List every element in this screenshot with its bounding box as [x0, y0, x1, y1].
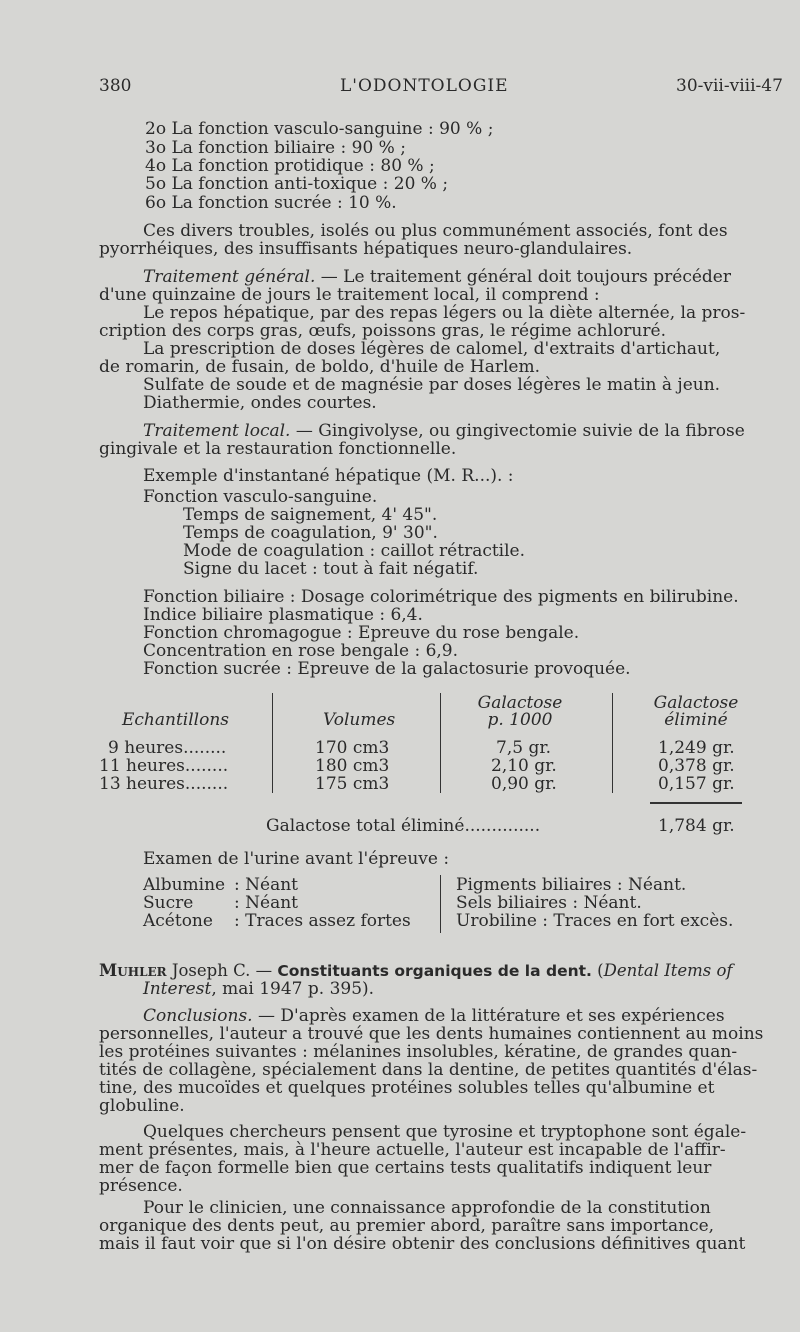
table-cell: 1,249 gr.	[658, 738, 735, 758]
urine-value: : Néant	[234, 893, 298, 913]
reference-author-first: Joseph C. —	[166, 961, 278, 980]
exemple-line: Fonction chromagogue : Epreuve du rose bengale.	[143, 623, 580, 643]
section-heading: Traitement local.	[143, 421, 291, 441]
conclusions-line	[143, 1007, 725, 1025]
exemple-line: Concentration en rose bengale : 6,9.	[143, 641, 459, 661]
paragraph-line: Sulfate de soude et de magnésie par doses légères le matin à jeun.	[143, 375, 721, 395]
paragraph-line: d'une quinzaine de jours le traitement local, il comprend :	[99, 285, 600, 305]
exemple-line: Fonction vasculo-sanguine.	[143, 487, 378, 507]
paragraph-line: Quelques chercheurs pensent que tyrosine et tryptophone sont égale-	[143, 1122, 747, 1142]
section-heading: Conclusions.	[143, 1006, 253, 1026]
column-header: Galactose	[477, 693, 563, 713]
table-cell: 7,5 gr.	[496, 738, 551, 758]
exemple-line: Temps de saignement, 4' 45".	[183, 505, 438, 525]
paragraph-text: — D'après examen de la littérature et ses expériences	[252, 1006, 725, 1026]
paragraph-text: — Le traitement général doit toujours précéder	[315, 267, 731, 287]
function-item: 5o La fonction anti-toxique : 20 % ;	[145, 174, 449, 194]
paragraph-line: les protéines suivantes : mélanines insolubles, kératine, de grandes quan-	[99, 1042, 738, 1062]
paragraph-line: ment présentes, mais, à l'heure actuelle, l'auteur est incapable de l'affir-	[99, 1140, 726, 1160]
exemple-line: Temps de coagulation, 9' 30".	[183, 523, 438, 543]
exemple-line: Fonction biliaire : Dosage colorimétrique des pigments en bilirubine.	[143, 587, 739, 607]
function-item: 6o La fonction sucrée : 10 %.	[145, 193, 397, 213]
table-cell: 11 heures........	[99, 756, 229, 776]
urine-divider	[440, 875, 441, 933]
urine-value: : Néant	[234, 875, 298, 895]
total-value: 1,784 gr.	[658, 816, 735, 836]
exemple-line: Signe du lacet : tout à fait négatif.	[183, 559, 479, 579]
urine-right: Pigments biliaires : Néant.	[456, 875, 687, 895]
exemple-line: Exemple d'instantané hépatique (M. R...). :	[143, 466, 514, 486]
table-cell: 170 cm3	[315, 738, 390, 758]
urine-right: Urobiline : Traces en fort excès.	[456, 911, 734, 931]
paragraph-line: tités de collagène, spécialement dans la dentine, de petites quantités d'élas-	[99, 1060, 758, 1080]
paragraph-line: globuline.	[99, 1096, 185, 1116]
table-cell: 13 heures........	[99, 774, 229, 794]
reference-paren: (	[591, 961, 604, 980]
reference-journal: Dental Items of	[603, 961, 733, 980]
paragraph-line: présence.	[99, 1176, 183, 1196]
reference-source: , mai 1947 p. 395).	[211, 979, 375, 999]
reference-journal-2: Interest	[143, 979, 212, 999]
function-item: 2o La fonction vasculo-sanguine : 90 % ;	[145, 119, 494, 139]
table-divider	[612, 693, 613, 793]
reference-title: Constituants organiques de la dent.	[277, 962, 592, 980]
paragraph-line: Pour le clinicien, une connaissance approfondie de la constitution	[143, 1198, 711, 1218]
paragraph-line: Le repos hépatique, par des repas légers ou la diète alternée, la pros-	[143, 303, 746, 323]
table-cell: 180 cm3	[315, 756, 390, 776]
table-cell: 175 cm3	[315, 774, 390, 794]
paragraph-line: Diathermie, ondes courtes.	[143, 393, 377, 413]
page-number: 380	[99, 76, 132, 96]
paragraph-text: — Gingivolyse, ou gingivectomie suivie de la fibrose	[290, 421, 745, 441]
exemple-line: Mode de coagulation : caillot rétractile.	[183, 541, 526, 561]
table-divider	[272, 693, 273, 793]
reference-line	[99, 962, 733, 980]
urine-label: Albumine	[143, 875, 226, 895]
reference-author-last: Muhler	[99, 961, 167, 980]
urine-right: Sels biliaires : Néant.	[456, 893, 642, 913]
total-rule	[650, 802, 742, 804]
column-header: éliminé	[664, 710, 728, 730]
table-cell: 0,378 gr.	[658, 756, 735, 776]
column-header: Volumes	[323, 710, 396, 730]
reference-line-2	[143, 980, 374, 998]
paragraph-line: personnelles, l'auteur a trouvé que les dents humaines contiennent au moins	[99, 1024, 764, 1044]
paragraph-line: pyorrhéiques, des insuffisants hépatiques neuro-glandulaires.	[99, 239, 633, 259]
exemple-line: Indice biliaire plasmatique : 6,4.	[143, 605, 423, 625]
paragraph-line: de romarin, de fusain, de boldo, d'huile de Harlem.	[99, 357, 540, 377]
table-cell: 0,157 gr.	[658, 774, 735, 794]
paragraph-line: Ces divers troubles, isolés ou plus communément associés, font des	[143, 221, 728, 241]
urine-value: : Traces assez fortes	[234, 911, 411, 931]
paragraph-line: organique des dents peut, au premier abord, paraître sans importance,	[99, 1216, 715, 1236]
urine-heading: Examen de l'urine avant l'épreuve :	[143, 849, 450, 869]
function-item: 3o La fonction biliaire : 90 % ;	[145, 138, 406, 158]
paragraph-line: cription des corps gras, œufs, poissons gras, le régime achloruré.	[99, 321, 666, 341]
issue-date: 30-vii-viii-47	[676, 76, 783, 96]
urine-label: Acétone	[143, 911, 213, 931]
table-divider	[440, 693, 441, 793]
traitement-general-line	[143, 268, 731, 286]
column-header: Galactose	[653, 693, 739, 713]
table-cell: 9 heures........	[108, 738, 227, 758]
paragraph-line: mais il faut voir que si l'on désire obtenir des conclusions définitives quant	[99, 1234, 746, 1254]
paragraph-line: La prescription de doses légères de calomel, d'extraits d'artichaut,	[143, 339, 721, 359]
function-item: 4o La fonction protidique : 80 % ;	[145, 156, 435, 176]
paragraph-line: mer de façon formelle bien que certains tests qualitatifs indiquent leur	[99, 1158, 712, 1178]
traitement-local-line	[143, 422, 745, 440]
table-cell: 0,90 gr.	[491, 774, 557, 794]
exemple-line: Fonction sucrée : Epreuve de la galactosurie provoquée.	[143, 659, 631, 679]
section-heading: Traitement général.	[143, 267, 316, 287]
column-header: Echantillons	[122, 710, 230, 730]
total-label: Galactose total éliminé..............	[266, 816, 541, 836]
paragraph-line: gingivale et la restauration fonctionnelle.	[99, 439, 457, 459]
journal-title: L'ODONTOLOGIE	[340, 76, 509, 96]
column-header: p. 1000	[487, 710, 553, 730]
paragraph-line: tine, des mucoïdes et quelques protéines solubles telles qu'albumine et	[99, 1078, 715, 1098]
urine-label: Sucre	[143, 893, 194, 913]
table-cell: 2,10 gr.	[491, 756, 557, 776]
